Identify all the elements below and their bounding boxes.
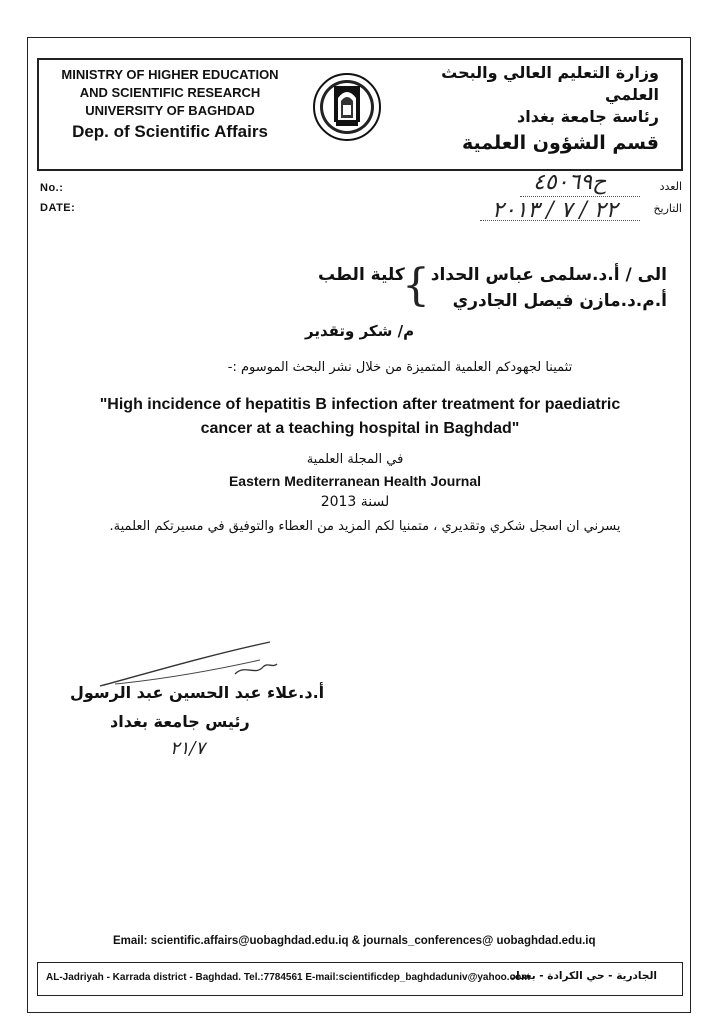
college-name: كلية الطب: [318, 265, 405, 285]
footer-address: AL-Jadriyah - Karrada district - Baghdad. Tel.:7784561 E-mail:scientificdep_baghdaduniv@yahoo.com: [46, 972, 531, 983]
date-label: DATE:: [40, 202, 76, 214]
university-line-ar: رئاسة جامعة بغداد: [517, 107, 659, 126]
journal-intro: في المجلة العلمية: [306, 452, 404, 467]
number-dotline: [520, 196, 640, 197]
ministry-line: MINISTRY OF HIGHER EDUCATION: [61, 67, 279, 82]
paper-title: "High incidence of hepatitis B infection after treatment for paediatric cancer at a teaching hospital in Baghdad": [99, 396, 621, 437]
department-line-ar: قسم الشؤون العلمية: [462, 132, 659, 154]
number-label: No.:: [40, 182, 64, 194]
addressee-prefix: الى /: [625, 265, 667, 285]
letterhead-arabic: [399, 62, 659, 154]
addressee-name-1: أ.د.سلمى عباس الحداد: [430, 265, 620, 285]
publication-year: لسنة 2013: [320, 494, 390, 510]
president-title: رئيس جامعة بغداد: [110, 712, 250, 731]
letterhead-english: [50, 66, 290, 141]
research-line: AND SCIENTIFIC RESEARCH: [79, 85, 261, 100]
subject-line: م/ شكر وتقدير: [305, 322, 415, 340]
contact-emails: Email: scientific.affairs@uobaghdad.edu.iq & journals_conferences@ uobaghdad.edu.iq: [113, 935, 596, 947]
department-line: Dep. of Scientific Affairs: [72, 122, 268, 141]
university-seal-icon: [312, 72, 382, 142]
handwritten-signature-date: ٢١/٧: [170, 738, 206, 759]
journal-name: Eastern Mediterranean Health Journal: [228, 473, 482, 489]
addressee-name-2: أ.م.د.مازن فيصل الجادري: [452, 291, 667, 311]
president-name: أ.د.علاء عبد الحسين عبد الرسول: [70, 683, 325, 702]
closing-text: يسرني ان اسجل شكري وتقديري ، متمنيا لكم المزيد من العطاء والتوفيق في مسيرتكم العلمية.: [109, 519, 621, 534]
brace-mark: {: [402, 260, 430, 311]
footer-address-ar: الجادرية - حي الكرادة - بغداد: [510, 970, 657, 982]
ministry-line-ar: وزارة التعليم العالي والبحث العلمي: [441, 63, 659, 104]
university-line: UNIVERSITY OF BAGHDAD: [85, 103, 255, 118]
intro-text: تثمينا لجهودكم العلمية المتميزة من خلال نشر البحث الموسوم :-: [227, 360, 573, 375]
number-label-ar: العدد: [659, 180, 682, 193]
handwritten-date: ٢٢ / ٧ / ٢٠١٣: [492, 198, 618, 223]
addressee-block: [431, 262, 667, 288]
handwritten-number: ح٤٥٠٦٩: [533, 170, 607, 195]
date-label-ar: التاريخ: [653, 202, 682, 215]
